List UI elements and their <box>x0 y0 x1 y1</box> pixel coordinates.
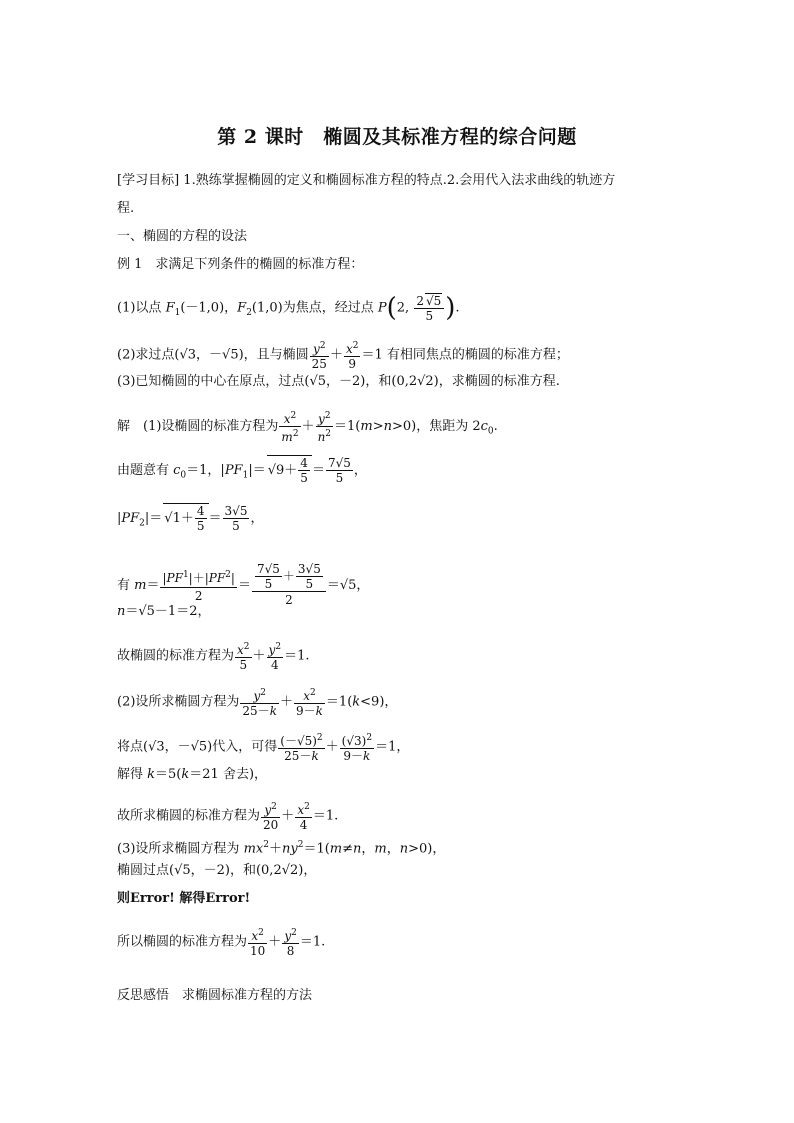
objectives-label: [学习目标] <box>117 173 180 188</box>
problem-2: (2)求过点(√3，－√5)，且与椭圆 $\frac{y^2}{25}$ ＋ $\frac{x^2}{9}$ ＝1 有相同焦点的椭圆的标准方程； <box>117 341 569 371</box>
reflection-heading: 反思感悟 求椭圆标准方程的方法 <box>117 988 313 1003</box>
objectives-line-1 <box>117 172 615 190</box>
solution-1c: $|PF_2|=√$ 1＋ $\frac{4}{5}$ ＝ $\frac{3√5}{5}$ ， <box>117 503 263 534</box>
solution-2b: 将点(√3，－√5)代入，可得 $\frac{(-√5)^2}{25-k}$ ＋ $\frac{(√3)^2}{9-k}$ ＝1， <box>117 733 410 763</box>
example-heading: 例 1 求满足下列条件的椭圆的标准方程： <box>117 257 364 272</box>
solution-1a: 解 (1)设椭圆的标准方程为 $\frac{x^2}{m^2}$ ＋ $\frac{y^2}{n^2}$ ＝1(m>n>0)，焦距为 $2c_0$. <box>117 411 498 444</box>
solution-2d: 故所求椭圆的标准方程为 $\frac{y^2}{20}$ ＋ $\frac{x^2}{4}$ ＝1. <box>117 802 339 832</box>
objectives-text-1: 1.熟练掌握椭圆的定义和椭圆标准方程的特点.2.会用代入法求曲线的轨迹方 <box>183 173 616 188</box>
problem-3: (3)已知椭圆的中心在原点，过点(√5，－2)，和(0,2√2)，求椭圆的标准方程. <box>117 374 560 389</box>
solution-2a: (2)设所求椭圆方程为 $\frac{y^2}{25-k}$ ＋ $\frac{x^2}{9-k}$ ＝1(k<9)， <box>117 688 398 718</box>
page-title: 第 2 课时 椭圆及其标准方程的综合问题 <box>217 126 577 148</box>
solution-1d: 有 m＝ $\frac{|PF^1|+|PF^2|}{2}$ ＝ $\frac{7√5}{5}$ ＋ $\frac{3√5}{5}$ 2 ＝√5， <box>117 562 370 607</box>
solution-2c: 解得 k＝5(k＝21 舍去)， <box>117 767 268 782</box>
problem-1: (1)以点 $F_1(-1,0)$，$F_2(1,0)$为焦点，经过点 P(2, $\frac{2√ 5}{5}$ ). <box>117 293 460 323</box>
solution-1e: n＝√5－1＝2， <box>117 604 211 619</box>
solution-3a: (3)设所求椭圆方程为 $mx^2+ny^2=1(m\ne n$，m，n>0)， <box>117 840 446 857</box>
section-heading: 一、椭圆的方程的设法 <box>117 229 248 244</box>
solution-1b: 由题意有 $c_0=1$，$|PF_1|=√$ 9＋ $\frac{4}{5}$ ＝ $\frac{7√5}{5}$ ， <box>117 455 367 486</box>
solution-3c: 则Error! 解得Error! <box>117 891 251 906</box>
solution-3b: 椭圆过点(√5，－2)，和(0,2√2)， <box>117 863 317 878</box>
objectives-text-2: 程. <box>117 201 135 216</box>
solution-3d: 所以椭圆的标准方程为 $\frac{x^2}{10}$ ＋ $\frac{y^2}{8}$ ＝1. <box>117 928 326 958</box>
solution-1f: 故椭圆的标准方程为 $\frac{x^2}{5}$ ＋ $\frac{y^2}{4}$ ＝1. <box>117 642 310 672</box>
